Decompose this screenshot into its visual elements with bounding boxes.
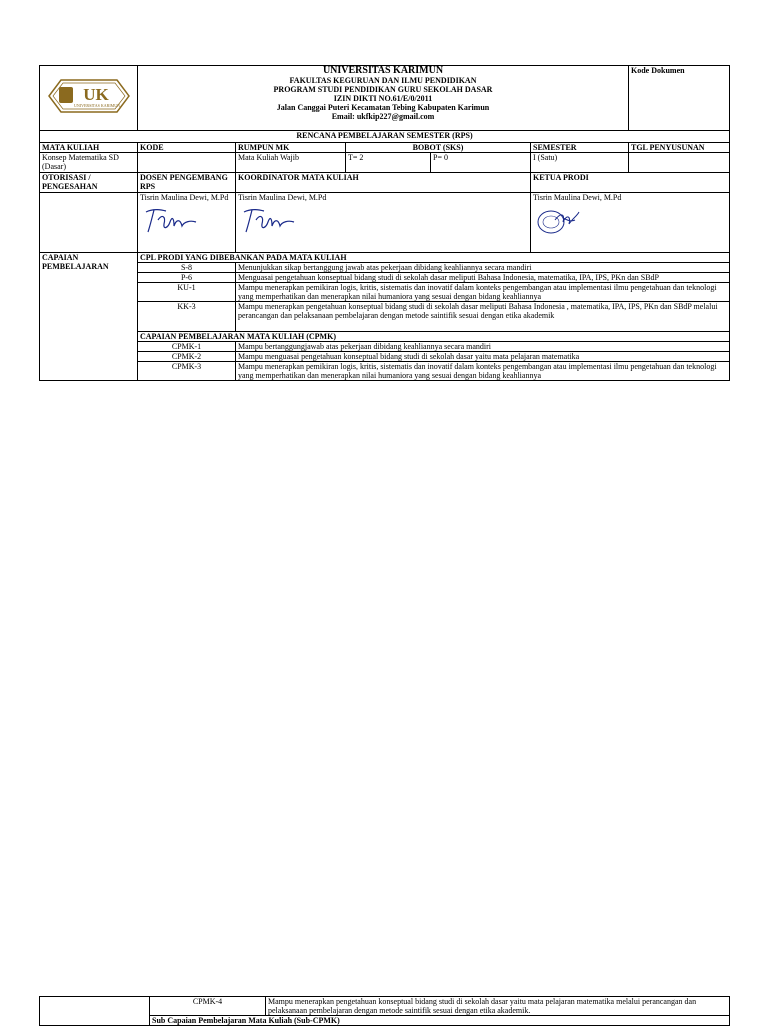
val-semester: I (Satu) [531,153,629,173]
col-bobot: BOBOT (SKS) [346,143,531,153]
cpl-text: Mampu menerapkan pengetahuan konseptual bidang studi di sekolah dasar meliputi Bahasa Indonesia , matematika, IPA, IPS, PKn dan SBdP melalui perancangan dan pelaksanaan pembelajaran dengan metode saintifik sesuai dengan etika akademik [236,302,730,332]
dosen-signature-cell [138,193,236,253]
otorisasi-empty [40,193,138,253]
cpl-code: KU-1 [138,283,236,302]
cpl-code: P-6 [138,273,236,283]
logo-cell [40,66,138,131]
header-info-cell [138,66,629,131]
cpl-text: Menunjukkan sikap bertanggung jawab atas pekerjaan dibidang keahliannya secara mandiri [236,263,730,273]
koordinator-signature [238,204,298,236]
cpmk-code: CPMK-3 [138,362,236,381]
ketua-stamp-signature [533,204,593,238]
cpmk-code: CPMK-2 [138,352,236,362]
dosen-label: DOSEN PENGEMBANG RPS [138,173,236,193]
cpl-text: Mampu menerapkan pemikiran logis, kritis, sistematis dan inovatif dalam konteks pengembangan atau implementasi ilmu pengetahuan dan teknologi yang memperhatikan dan menerapkan nilai humaniora yang sesuai dengan bidang keahliannya [236,283,730,302]
koordinator-label: KOORDINATOR MATA KULIAH [236,173,531,193]
val-bobot-t: T= 2 [346,153,431,173]
dosen-name: Tisrin Maulina Dewi, M.Pd [140,193,229,202]
col-tgl: TGL PENYUSUNAN [629,143,730,153]
val-mata-kuliah: Konsep Matematika SD (Dasar) [40,153,138,173]
faculty-name: FAKULTAS KEGURUAN DAN ILMU PENDIDIKAN [289,76,477,85]
cpmk-heading: CAPAIAN PEMBELAJARAN MATA KULIAH (CPMK) [138,332,730,342]
cpmk-text: Mampu menerapkan pemikiran logis, kritis, sistematis dan inovatif dalam konteks pengembangan atau implementasi ilmu pengetahuan dan teknologi yang memperhatikan dan menerapkan nilai humaniora yang sesuai dengan bidang keahliannya [236,362,730,381]
sub-cpmk-heading: Sub Capaian Pembelajaran Mata Kuliah (Sub-CPMK) [150,1016,730,1026]
rps-title: RENCANA PEMBELAJARAN SEMESTER (RPS) [40,131,730,143]
svg-text:UNIVERSITAS KARIMUN: UNIVERSITAS KARIMUN [73,103,120,108]
email: Email: ukfkip227@gmail.com [331,112,435,121]
col-kode: KODE [138,143,236,153]
col-semester: SEMESTER [531,143,629,153]
cpmk-text: Mampu menguasai pengetahuan konseptual bidang studi di sekolah dasar yaitu mata pelajaran matematika [236,352,730,362]
col-rumpun: RUMPUN MK [236,143,346,153]
rps-document-table [39,65,730,381]
kode-dokumen-cell: Kode Dokumen [629,66,730,131]
license: IZIN DIKTI NO.61/E/0/2011 [333,94,433,103]
address: Jalan Canggai Puteri Kecamatan Tebing Kabupaten Karimun [276,103,490,112]
otorisasi-label: OTORISASI / PENGESAHAN [40,173,138,193]
ketua-signature-cell [531,193,730,253]
cpl-code: S-8 [138,263,236,273]
koordinator-name: Tisrin Maulina Dewi, M.Pd [238,193,327,202]
rps-page2-table [39,996,730,1026]
capaian-label: CAPAIAN PEMBELAJARAN [40,253,138,381]
val-tgl [629,153,730,173]
val-bobot-p: P= 0 [431,153,531,173]
program-name: PROGRAM STUDI PENDIDIKAN GURU SEKOLAH DASAR [273,85,493,94]
university-name: UNIVERSITAS KARIMUN [322,65,444,76]
cpl-text: Menguasai pengetahuan konseptual bidang studi di sekolah dasar meliputi Bahasa Indonesia, matematika, IPA, IPS, PKn dan SBdP [236,273,730,283]
val-rumpun: Mata Kuliah Wajib [236,153,346,173]
university-logo [42,66,135,126]
page2-empty-cell [40,997,150,1026]
cpl-heading: CPL PRODI YANG DIBEBANKAN PADA MATA KULIAH [138,253,730,263]
ketua-label: KETUA PRODI [531,173,730,193]
koordinator-signature-cell [236,193,531,253]
val-kode [138,153,236,173]
cpmk4-text: Mampu menerapkan pengetahuan konseptual bidang studi di sekolah dasar yaitu mata pelajaran matematika melalui perancangan dan pelaksanaan pembelajaran dengan metode saintifik sesuai dengan etika akademik. [266,997,730,1016]
ketua-name: Tisrin Maulina Dewi, M.Pd [533,193,622,202]
svg-text:UK: UK [82,85,109,104]
cpmk-code: CPMK-1 [138,342,236,352]
col-mata-kuliah: MATA KULIAH [40,143,138,153]
cpmk-text: Mampu bertanggungjawab atas pekerjaan dibidang keahliannya secara mandiri [236,342,730,352]
cpmk4-code: CPMK-4 [150,997,266,1016]
cpl-code: KK-3 [138,302,236,332]
dosen-signature [140,204,200,236]
